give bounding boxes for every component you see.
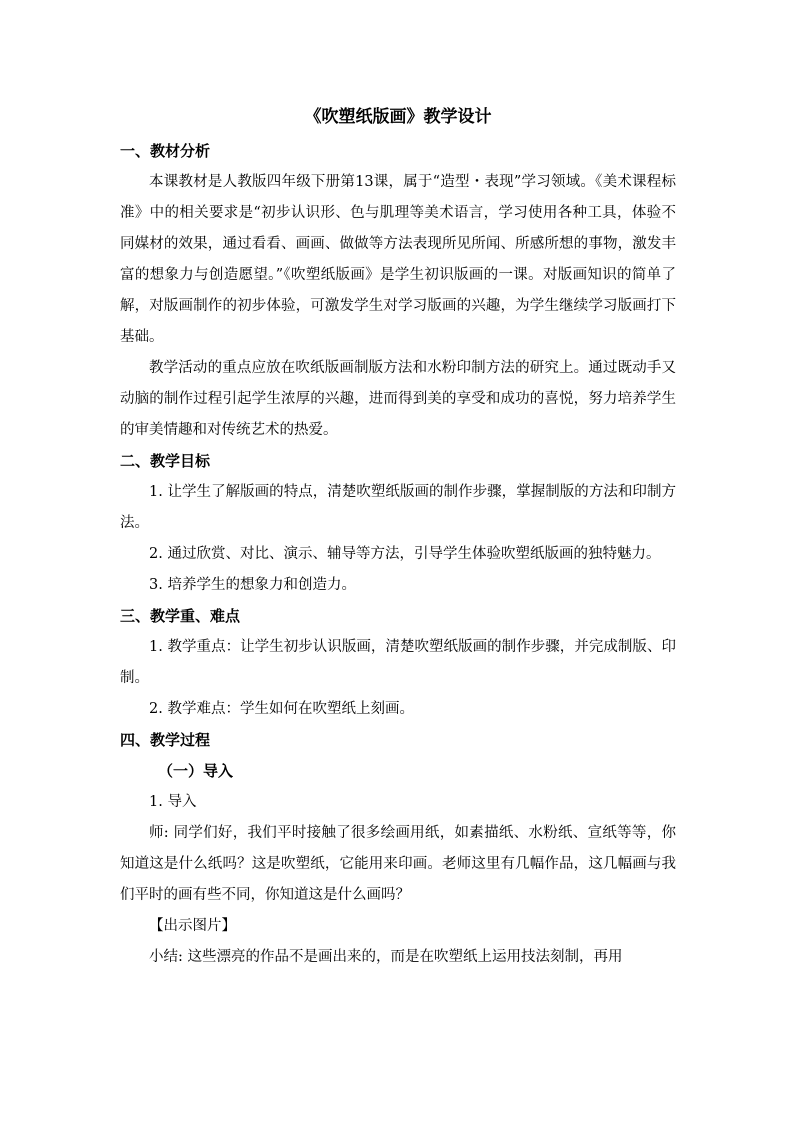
teacher-dialogue-paragraph: 师: 同学们好，我们平时接触了很多绘画用纸，如素描纸、水粉纸、宣纸等等，你知道这是什么纸吗？这是吹塑纸，它能用来印画。老师这里有几幅作品，这几幅画与我们平时的画有些不同，你知道这是什么画吗？ [120, 825, 676, 903]
paragraph-teaching-focus: 教学活动的重点应放在吹纸版画制版方法和水粉印制方法的研究上。通过既动手又动脑的制作过程引起学生浓厚的兴趣，进而得到美的享受和成功的喜悦，努力培养学生的审美情趣和对传统艺术的热爱。 [120, 360, 676, 438]
key-point-item-2: 2. 教学难点：学生如何在吹塑纸上刻画。 [149, 701, 414, 717]
show-images-note: 【出示图片】 [149, 918, 236, 934]
process-item-1: 1. 导入 [149, 794, 197, 810]
section-heading-process: 四、教学过程 [120, 731, 211, 749]
objective-item-2: 2. 通过欣赏、对比、演示、辅导等方法，引导学生体验吹塑纸版画的独特魅力。 [149, 546, 661, 562]
document-page [120, 104, 676, 973]
subsection-heading-introduction: （一）导入 [158, 762, 234, 780]
summary-paragraph: 小结: 这些漂亮的作品不是画出来的，而是在吹塑纸上运用技法刻制，再用 [149, 949, 623, 965]
objective-item-1: 1. 让学生了解版画的特点，清楚吹塑纸版画的制作步骤，掌握制版的方法和印制方法。 [120, 484, 676, 531]
objective-item-3: 3. 培养学生的想象力和创造力。 [149, 577, 356, 593]
section-heading-textbook-analysis: 一、教材分析 [120, 142, 211, 160]
document-title: 《吹塑纸版画》教学设计 [304, 107, 492, 127]
paragraph-textbook-intro: 本课教材是人教版四年级下册第13课，属于“造型・表现”学习领域。《美术课程标准》中的相关要求是“初步认识形、色与肌理等美术语言，学习使用各种工具，体验不同媒材的效果，通过看看、画画、做做等方法表现所见所闻、所感所想的事物，激发丰富的想象力与创造愿望。”《吹塑纸版画》是学生初识版画的一课。对版画知识的简单了解，对版画制作的初步体验，可激发学生对学习版画的兴趣，为学生继续学习版画打下基础。 [120, 174, 676, 345]
key-point-item-1: 1. 教学重点：让学生初步认识版画，清楚吹塑纸版画的制作步骤，并完成制版、印制。 [120, 639, 676, 686]
section-heading-objectives: 二、教学目标 [120, 452, 211, 470]
section-heading-key-points: 三、教学重、难点 [120, 607, 241, 625]
